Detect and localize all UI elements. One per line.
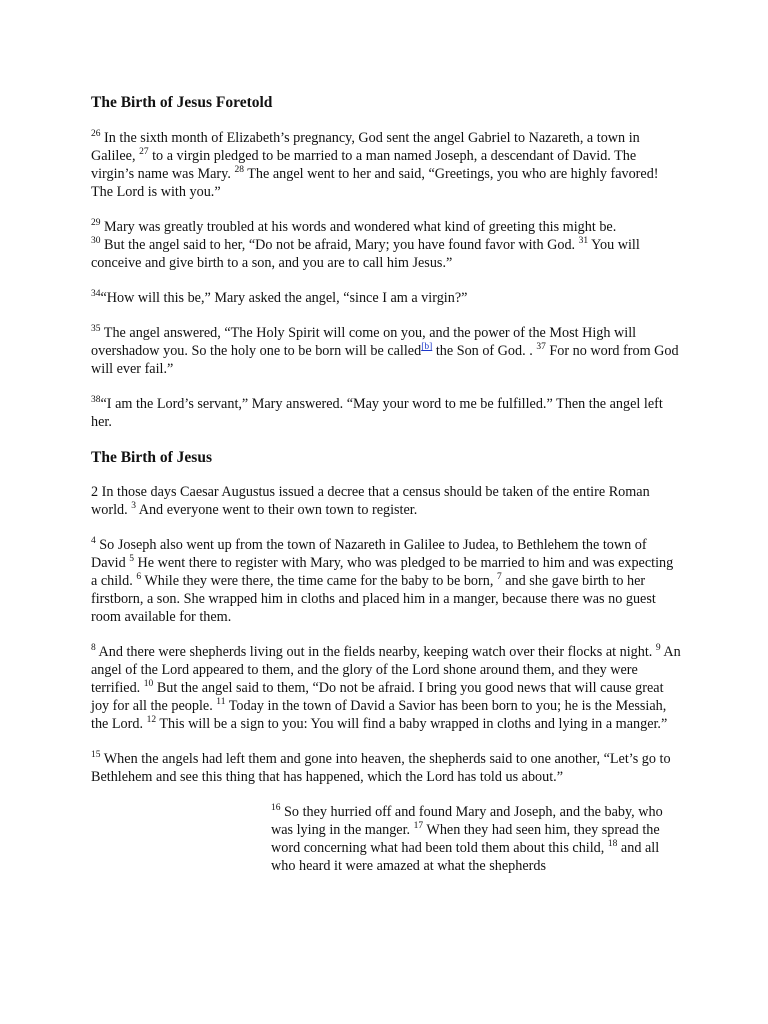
verse-number: 34 <box>91 289 101 299</box>
verse-number: 15 <box>91 750 101 760</box>
verse-text: “How will this be,” Mary asked the angel, “since I am a virgin?” <box>100 290 468 306</box>
verse-number: 27 <box>139 147 149 157</box>
verse-text: “I am the Lord’s servant,” Mary answered. “May your word to me be fulfilled.” Then the angel left her. <box>91 396 663 430</box>
verse-text: The angel went to her and said, “Greetings, you who are highly favored! The Lord is with you.” <box>91 166 659 200</box>
verse-number: 10 <box>143 679 154 689</box>
verse-text: For no word from God will ever fail.” <box>91 343 679 377</box>
paragraph <box>91 395 681 431</box>
verse-number: 8 <box>91 643 96 653</box>
verse-number: 4 <box>91 536 96 546</box>
verse-number: 16 <box>271 803 281 813</box>
verse-text: And everyone went to their own town to register. <box>135 502 418 518</box>
verse-number: 31 <box>578 236 589 246</box>
verse-text: But the angel said to them, “Do not be afraid. I bring you good news that will cause great joy for all the people. <box>91 680 664 714</box>
verse-text: While they were there, the time came for the baby to be born, <box>141 573 497 589</box>
verse-number: 28 <box>234 165 244 175</box>
verse-text: In the sixth month of Elizabeth’s pregnancy, God sent the angel Gabriel to Nazareth, a town in Galilee, <box>91 130 640 164</box>
paragraph <box>91 324 681 378</box>
document-page <box>91 93 681 892</box>
verse-text: You will conceive and give birth to a son, and you are to call him Jesus.” <box>91 237 640 271</box>
verse-number: 6 <box>136 572 142 582</box>
verse-text: An angel of the Lord appeared to them, and the glory of the Lord shone around them, and they were terrified. <box>91 644 681 696</box>
verse-text: This will be a sign to you: You will find a baby wrapped in cloths and lying in a manger.” <box>156 716 668 732</box>
verse-text: And there were shepherds living out in the fields nearby, keeping watch over their flocks at night. <box>95 644 656 660</box>
verse-number: 17 <box>413 821 424 831</box>
verse-number: 29 <box>91 218 101 228</box>
paragraph <box>91 129 681 201</box>
verse-text: to a virgin pledged to be married to a man named Joseph, a descendant of David. The virgin’s name was Mary. <box>91 148 637 182</box>
verse-text: Mary was greatly troubled at his words and wondered what kind of greeting this might be. <box>100 219 617 235</box>
verse-text: 2 In those days Caesar Augustus issued a decree that a census should be taken of the entire Roman world. <box>91 484 650 518</box>
verse-text: When they had seen him, they spread the word concerning what had been told them about this child, <box>271 822 660 856</box>
verse-number: 12 <box>146 715 157 725</box>
verse-number: 18 <box>607 839 618 849</box>
verse-text: The angel answered, “The Holy Spirit will come on you, and the power of the Most High will overshadow you. So the holy one to be born will be called <box>91 325 637 359</box>
verse-text: and she gave birth to her firstborn, a son. She wrapped him in cloths and placed him in a manger, because there was no guest room available for them. <box>91 573 656 625</box>
verse-text: and all who heard it were amazed at what the shepherds <box>271 840 660 874</box>
verse-text: the Son of God. . <box>432 343 537 359</box>
verse-text: He went there to register with Mary, who was pledged to be married to him and was expecting a child. <box>91 555 674 589</box>
verse-number: 7 <box>496 572 502 582</box>
verse-number: 9 <box>655 643 661 653</box>
verse-number: 35 <box>91 324 101 334</box>
section-heading-birth-of-jesus: The Birth of Jesus <box>91 449 212 466</box>
verse-number: 26 <box>91 129 101 139</box>
paragraph <box>91 289 681 307</box>
verse-number: 37 <box>536 342 546 352</box>
verse-number: 30 <box>91 236 101 246</box>
verse-text: So Joseph also went up from the town of Nazareth in Galilee to Judea, to Bethlehem the town of David <box>91 537 647 571</box>
paragraph <box>91 483 681 519</box>
section-heading-birth-foretold: The Birth of Jesus Foretold <box>91 94 273 111</box>
verse-number: 11 <box>216 697 226 707</box>
verse-number: 5 <box>129 554 134 564</box>
paragraph <box>91 643 681 733</box>
paragraph <box>91 218 681 272</box>
verse-text: So they hurried off and found Mary and Joseph, and the baby, who was lying in the manger. <box>271 804 663 838</box>
verse-number: 3 <box>131 501 136 511</box>
paragraph <box>91 750 681 786</box>
paragraph <box>91 536 681 626</box>
verse-text: Today in the town of David a Savior has been born to you; he is the Messiah, the Lord. <box>91 698 667 732</box>
footnote-link[interactable]: [b] <box>421 342 433 352</box>
verse-text: But the angel said to her, “Do not be afraid, Mary; you have found favor with God. <box>100 237 579 253</box>
indented-paragraph <box>271 803 671 875</box>
verse-text: When the angels had left them and gone into heaven, the shepherds said to one another, “Let’s go to Bethlehem and see this thing that has happened, which the Lord has told us about.” <box>91 751 671 785</box>
verse-number: 38 <box>91 395 101 405</box>
